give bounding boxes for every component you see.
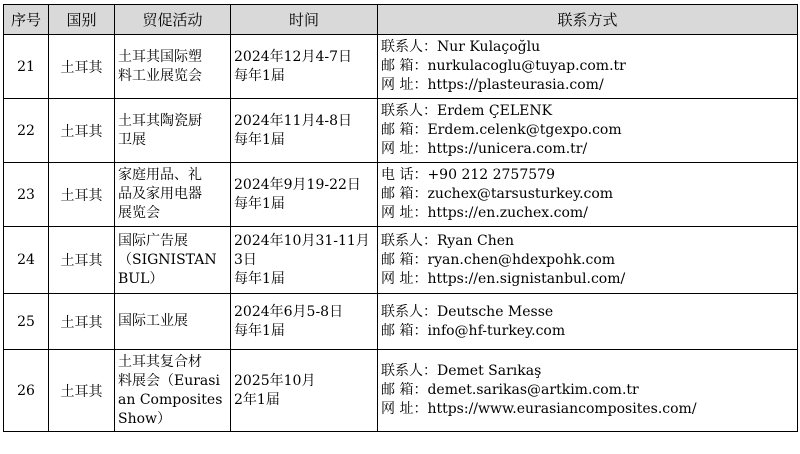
contact-email[interactable]: 邮 箱：demet.sarikas@artkim.com.tr [381,382,639,398]
row-time [231,294,378,350]
contact-person: 联系人：Erdem ÇELENK [381,103,553,119]
time-line: 2024年10月31-11月 [234,232,370,249]
row-number: 23 [4,163,49,227]
row-country: 土耳其 [49,35,115,99]
time-line: 2024年9月19-22日 [234,176,361,193]
time-line: 每年1届 [234,131,285,148]
row-contact [378,227,798,294]
contact-email[interactable]: 邮 箱：Erdem.celenk@tgexpo.com [381,122,622,138]
header-no: 序号 [4,5,49,35]
row-event [115,35,231,99]
table-row [4,35,798,99]
table-row [4,227,798,294]
event-line: 品及家用电器 [118,186,202,202]
row-contact [378,350,798,432]
contact-email[interactable]: 邮 箱：info@hf-turkey.com [381,322,566,339]
contact-person: 联系人：Deutsche Messe [381,303,554,320]
event-line: an Composites [118,391,223,408]
table-row [4,294,798,350]
time-line: 每年1届 [234,67,285,84]
row-number: 24 [4,227,49,294]
time-line: 每年1届 [234,322,285,339]
contact-website[interactable]: 网 址：https://www.eurasiancomposites.com/ [381,401,697,417]
event-line: BUL） [118,270,164,287]
time-line: 每年1届 [234,195,285,212]
time-line: 每年1届 [234,270,285,287]
contact-person: 联系人：Nur Kulaçoğlu [381,39,541,55]
header-country: 国别 [49,5,115,35]
header-time: 时间 [231,5,378,35]
row-event [115,294,231,350]
row-event [115,163,231,227]
contact-email[interactable]: 邮 箱：zuchex@tarsusturkey.com [381,186,614,202]
trade-events-table [3,4,798,432]
time-line: 3日 [234,251,257,268]
time-line: 2025年10月 [234,372,316,389]
contact-website[interactable]: 网 址：https://en.zuchex.com/ [381,205,588,221]
table-header-row [4,5,798,35]
event-line: 卫展 [118,131,146,148]
row-time [231,163,378,227]
event-line: 土耳其陶瓷厨 [118,112,202,129]
row-event [115,99,231,163]
event-line: （SIGNISTAN [118,251,217,268]
row-time [231,99,378,163]
row-country: 土耳其 [49,99,115,163]
table-row [4,99,798,163]
row-time [231,227,378,294]
event-line: 展览会 [118,205,160,221]
row-number: 21 [4,35,49,99]
row-contact [378,163,798,227]
table-row [4,163,798,227]
contact-website[interactable]: 网 址：https://unicera.com.tr/ [381,141,588,157]
row-time [231,35,378,99]
contact-phone: 电 话：+90 212 2757579 [381,167,555,183]
row-country: 土耳其 [49,227,115,294]
event-line: 土耳其复合材 [118,353,202,370]
time-line: 2年1届 [234,391,280,408]
event-line: 料展会（Eurasi [118,372,220,389]
row-time [231,350,378,432]
time-line: 2024年11月4-8日 [234,112,352,129]
event-line: 料工业展览会 [118,67,202,84]
contact-website[interactable]: 网 址：https://plasteurasia.com/ [381,77,604,93]
contact-email[interactable]: 邮 箱：ryan.chen@hdexpohk.com [381,251,616,268]
contact-email[interactable]: 邮 箱：nurkulacoglu@tuyap.com.tr [381,58,626,74]
row-country: 土耳其 [49,294,115,350]
contact-person: 联系人：Demet Sarıkaş [381,363,542,379]
time-line: 2024年12月4-7日 [234,48,352,65]
contact-person: 联系人：Ryan Chen [381,232,515,249]
event-line: 土耳其国际塑 [118,48,202,65]
row-number: 22 [4,99,49,163]
row-event [115,227,231,294]
contact-website[interactable]: 网 址：https://en.signistanbul.com/ [381,270,626,287]
row-number: 25 [4,294,49,350]
row-contact [378,294,798,350]
event-line: Show） [118,410,172,427]
header-event: 贸促活动 [115,5,231,35]
row-country: 土耳其 [49,350,115,432]
table-row [4,350,798,432]
event-line: 家庭用品、礼 [118,167,202,183]
row-contact [378,35,798,99]
time-line: 2024年6月5-8日 [234,303,344,320]
row-contact [378,99,798,163]
event-line: 国际工业展 [118,313,188,329]
event-line: 国际广告展 [118,232,188,249]
header-contact: 联系方式 [378,5,798,35]
row-number: 26 [4,350,49,432]
row-country: 土耳其 [49,163,115,227]
row-event [115,350,231,432]
